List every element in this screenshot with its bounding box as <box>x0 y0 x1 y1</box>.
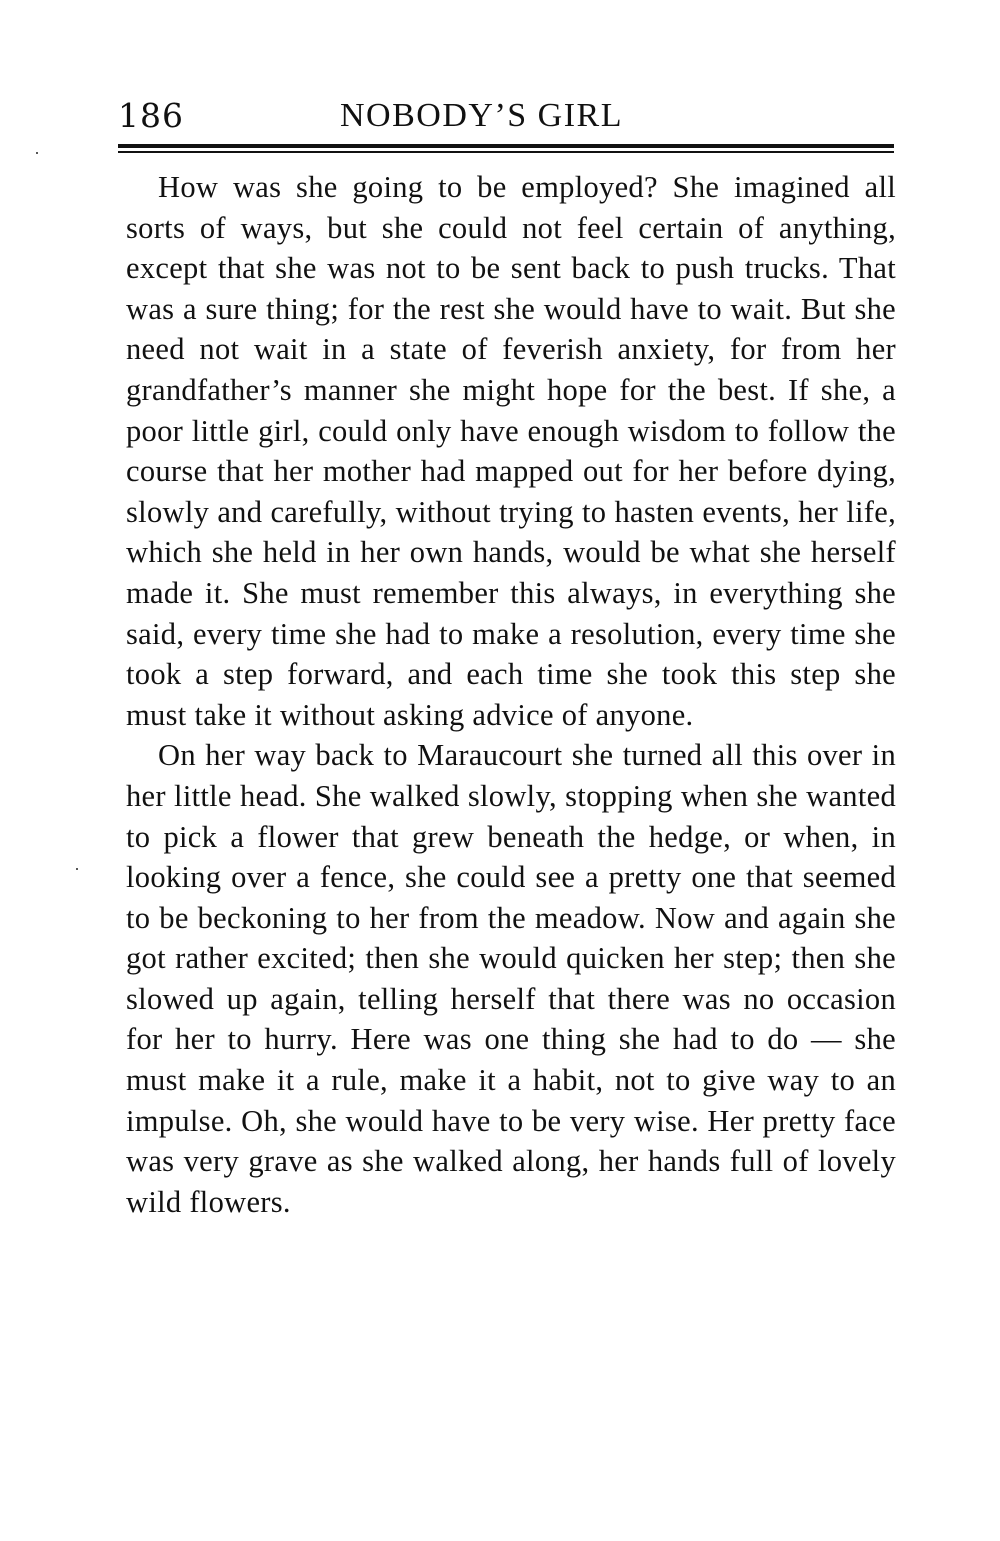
running-head <box>118 88 894 138</box>
print-speck <box>36 152 38 154</box>
page-number: 186 <box>118 96 184 135</box>
book-title: NOBODY’S GIRL <box>340 97 623 134</box>
paragraph: On her way back to Maraucourt she turned all this over in her little head. She walked slowly, stopping when she wanted to pick a flower that grew beneath the hedge, or when, in looking over a fence, she could see a pretty one that seemed to be beckoning to her from the meadow. Now and again she got rather excited; then she would quicken her step; then she slowed up again, telling herself that there was no occasion for her to hurry. Here was one thing she had to do — she must make it a rule, make it a habit, not to give way to an impulse. Oh, she would have to be very wise. Her pretty face was very grave as she walked along, her hands full of lovely wild flowers. <box>126 738 896 1219</box>
body-text <box>126 167 896 1222</box>
paragraph: How was she going to be employed? She imagined all sorts of ways, but she could not feel certain of anything, except that she was not to be sent back to push trucks. That was a sure thing; for the rest she would have to wait. But she need not wait in a state of feverish anxiety, for from her grandfather’s manner she might hope for the best. If she, a poor little girl, could only have enough wisdom to follow the course that her mother had mapped out for her before dying, slowly and carefully, without trying to hasten events, her life, which she held in her own hands, would be what she herself made it. She must remember this always, in everything she said, every time she had to make a resolution, every time she took a step forward, and each time she took this step she must take it without asking advice of anyone. <box>126 170 896 732</box>
print-speck <box>76 868 78 870</box>
header-rule-thin <box>118 151 894 153</box>
header-rule-thick <box>118 144 894 148</box>
